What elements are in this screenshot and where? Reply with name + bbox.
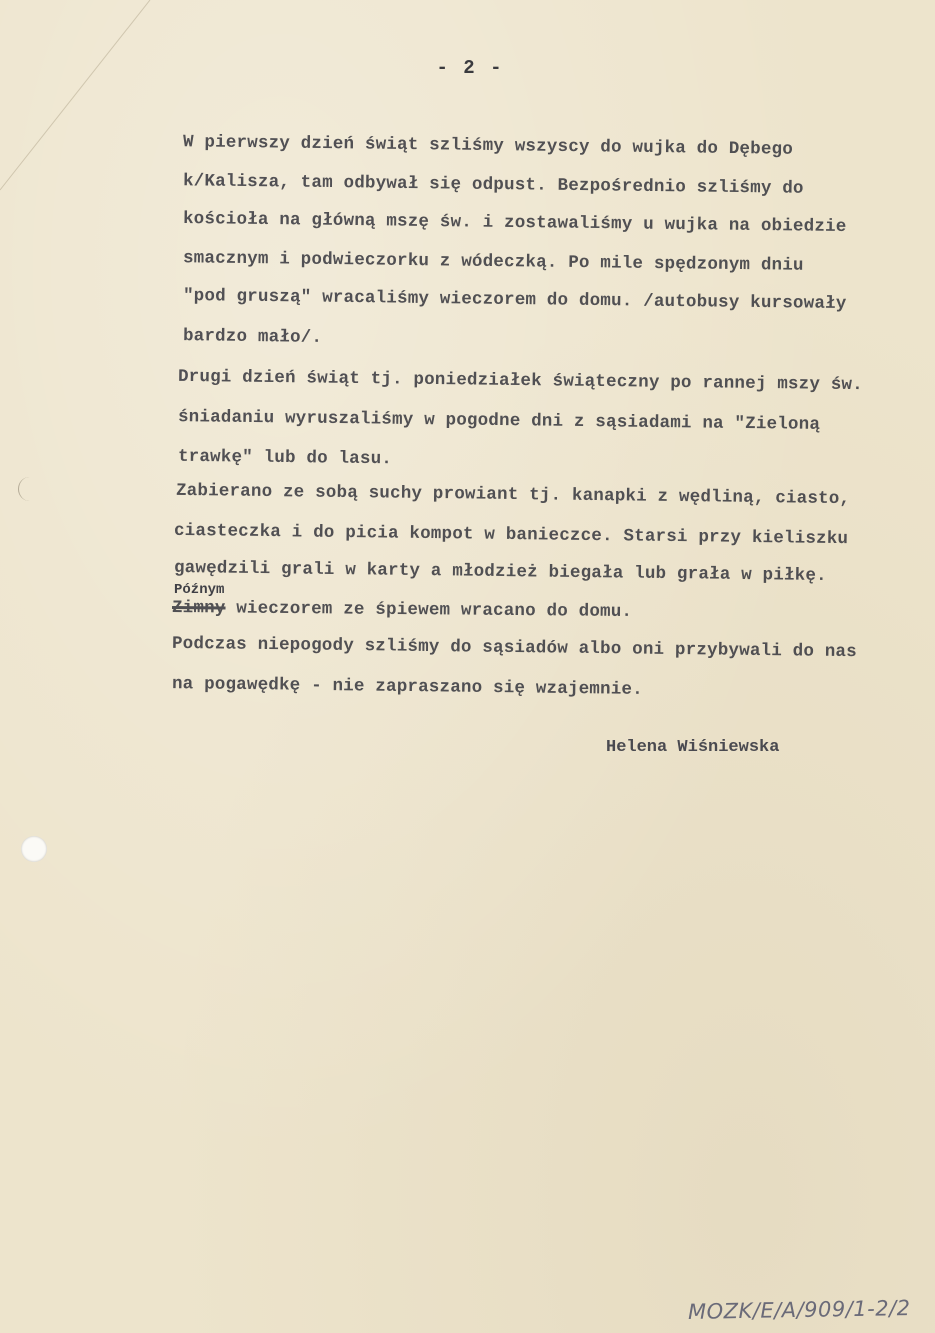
text-line: kościoła na główną mszę św. i zostawaliśmy u wujka na obiedzie [182, 208, 847, 238]
text-line: k/Kalisza, tam odbywał się odpust. Bezpośrednio szliśmy do [182, 171, 804, 199]
text-line: smacznym i podwieczorku z wódeczką. Po mile spędzonym dniu [182, 248, 804, 276]
author-signature: Helena Wiśniewska [606, 738, 780, 757]
text-line: trawkę" lub do lasu. [177, 446, 393, 470]
text-line: ciasteczka i do picia kompot w banieczce. Starsi przy kieliszku [173, 520, 849, 550]
text-line: W pierwszy dzień świąt szliśmy wszyscy do wujka do Dębego [182, 132, 794, 160]
text-line: Podczas niepogody szliśmy do sąsiadów albo oni przybywali do nas [171, 633, 858, 663]
text-line [172, 598, 632, 622]
archive-reference: MOZK/E/A/909/1-2/2 [687, 1296, 911, 1324]
text-line: śniadaniu wyruszaliśmy w pogodne dni z sąsiadami na "Zieloną [177, 407, 821, 435]
text-line: bardzo mało/. [182, 326, 323, 348]
text-fragment: wieczorem ze śpiewem wracano do domu. [236, 598, 633, 623]
text-line: "pod gruszą" wracaliśmy wieczorem do domu. /autobusy kursowały [182, 285, 847, 315]
text-line: Zabierano ze sobą suchy prowiant tj. kanapki z wędliną, ciasto, [175, 480, 851, 510]
page-number: - 2 - [436, 57, 504, 79]
punch-hole [21, 836, 47, 862]
text-line: na pogawędkę - nie zapraszano się wzajemnie. [171, 674, 643, 700]
struck-word: Zimny [171, 597, 226, 619]
text-line: Drugi dzień świąt tj. poniedziałek świąteczny po rannej mszy św. [177, 366, 864, 396]
punch-mark [18, 477, 41, 501]
text-line: gawędzili grali w karty a młodzież biegała lub grała w piłkę. [173, 558, 827, 586]
handwritten-correction: Późnym [174, 582, 225, 598]
